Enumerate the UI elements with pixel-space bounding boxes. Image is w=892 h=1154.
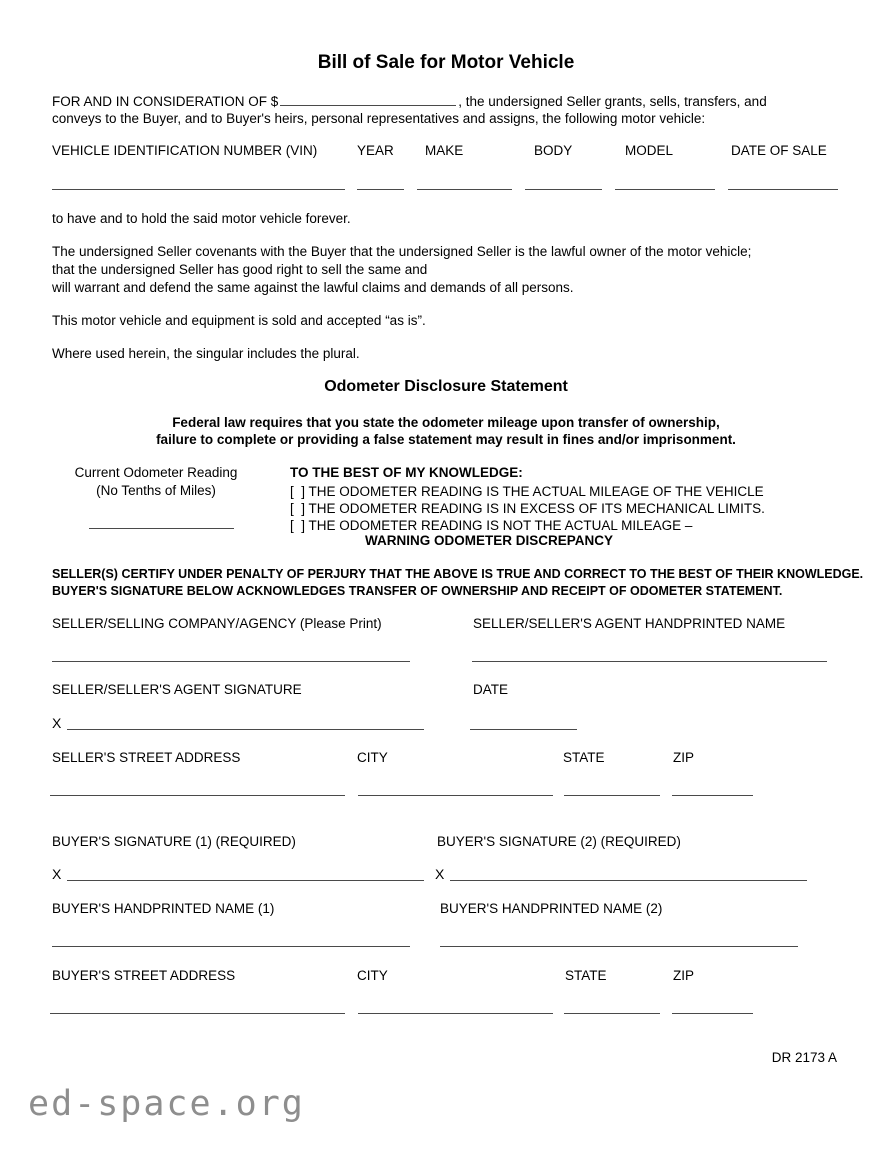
input-line-seller-date[interactable] [470, 729, 577, 730]
input-line-seller-street[interactable] [50, 795, 345, 796]
federal-law-line-1: Federal law requires that you state the odometer mileage upon transfer of ownership, [172, 415, 720, 430]
singular-plural-statement: Where used herein, the singular includes the plural. [52, 346, 360, 361]
field-label-seller-agent-handprinted-name: SELLER/SELLER'S AGENT HANDPRINTED NAME [473, 616, 786, 631]
odometer-reading-label-line-2: (No Tenths of Miles) [96, 483, 216, 498]
field-label-date-of-sale: DATE OF SALE [731, 143, 827, 158]
input-line-date-of-sale[interactable] [728, 189, 838, 190]
field-label-seller-zip: ZIP [673, 750, 695, 765]
input-line-body[interactable] [525, 189, 602, 190]
input-line-buyer-handprinted-name-1[interactable] [52, 946, 410, 947]
field-label-make: MAKE [425, 143, 464, 158]
field-label-buyer-signature-2: BUYER'S SIGNATURE (2) (REQUIRED) [437, 834, 681, 849]
input-line-buyer-street[interactable] [50, 1013, 345, 1014]
odometer-reading-label-line-1: Current Odometer Reading [74, 465, 238, 480]
input-line-seller-zip[interactable] [672, 795, 753, 796]
input-line-seller-state[interactable] [564, 795, 660, 796]
field-label-seller-date: DATE [473, 682, 509, 697]
odometer-option-1-label: THE ODOMETER READING IS THE ACTUAL MILEAGE OF THE VEHICLE [308, 484, 764, 499]
input-line-vin[interactable] [52, 189, 345, 190]
consideration-suffix: , the undersigned Seller grants, sells, transfers, and [458, 94, 767, 109]
input-line-buyer-signature-2[interactable] [450, 880, 807, 881]
form-number: DR 2173 A [771, 1050, 837, 1065]
field-label-model: MODEL [625, 143, 674, 158]
input-line-model[interactable] [615, 189, 715, 190]
field-label-seller-state: STATE [563, 750, 605, 765]
input-line-seller-signature[interactable] [67, 729, 424, 730]
buyer-signature-2-x-mark: X [435, 866, 445, 882]
input-line-buyer-zip[interactable] [672, 1013, 753, 1014]
as-is-statement: This motor vehicle and equipment is sold and accepted “as is”. [52, 313, 426, 328]
federal-law-line-2: failure to complete or providing a false statement may result in fines and/or imprisonment. [156, 432, 736, 447]
covenant-paragraph-line-1: The undersigned Seller covenants with the Buyer that the undersigned Seller is the lawful owner of the motor vehicle; [52, 244, 752, 259]
field-label-body: BODY [534, 143, 573, 158]
field-label-year: YEAR [357, 143, 394, 158]
odometer-discrepancy-warning: WARNING ODOMETER DISCREPANCY [365, 533, 614, 548]
field-label-buyer-street: BUYER'S STREET ADDRESS [52, 968, 236, 983]
consideration-line-1 [52, 92, 767, 111]
input-line-seller-city[interactable] [358, 795, 553, 796]
input-line-buyer-city[interactable] [358, 1013, 553, 1014]
field-label-buyer-state: STATE [565, 968, 607, 983]
field-label-seller-city: CITY [357, 750, 388, 765]
field-label-seller-signature: SELLER/SELLER'S AGENT SIGNATURE [52, 682, 302, 697]
odometer-option-2-label: THE ODOMETER READING IS IN EXCESS OF ITS MECHANICAL LIMITS. [308, 501, 765, 516]
knowledge-header: TO THE BEST OF MY KNOWLEDGE: [290, 465, 523, 480]
input-line-make[interactable] [417, 189, 512, 190]
checkbox-odometer-option-1[interactable]: [ ] [290, 484, 306, 499]
odometer-section-title: Odometer Disclosure Statement [324, 378, 568, 395]
consideration-line-2: conveys to the Buyer, and to Buyer's heirs, personal representatives and assigns, the following motor vehicle: [52, 111, 706, 126]
consideration-prefix: FOR AND IN CONSIDERATION OF $ [52, 94, 279, 109]
seller-signature-x-mark: X [52, 715, 62, 731]
covenant-hold-text: to have and to hold the said motor vehicle forever. [52, 211, 351, 226]
page-title: Bill of Sale for Motor Vehicle [317, 52, 575, 73]
covenant-paragraph-line-2: that the undersigned Seller has good right to sell the same and [52, 262, 428, 277]
input-line-buyer-handprinted-name-2[interactable] [440, 946, 798, 947]
site-watermark: ed-space.org [28, 1084, 305, 1124]
input-line-odometer-reading[interactable] [89, 528, 234, 529]
field-label-buyer-signature-1: BUYER'S SIGNATURE (1) (REQUIRED) [52, 834, 296, 849]
input-line-buyer-state[interactable] [564, 1013, 660, 1014]
field-label-seller-company: SELLER/SELLING COMPANY/AGENCY (Please Print) [52, 616, 382, 631]
input-line-seller-company[interactable] [52, 661, 410, 662]
checkbox-odometer-option-3[interactable]: [ ] [290, 518, 306, 533]
input-line-seller-agent-handprinted-name[interactable] [472, 661, 827, 662]
field-label-seller-street: SELLER'S STREET ADDRESS [52, 750, 241, 765]
certification-line-1: SELLER(S) CERTIFY UNDER PENALTY OF PERJURY THAT THE ABOVE IS TRUE AND CORRECT TO THE BEST OF THEIR KNOWLEDGE. [52, 567, 864, 581]
input-line-buyer-signature-1[interactable] [67, 880, 424, 881]
odometer-option-3-label: THE ODOMETER READING IS NOT THE ACTUAL MILEAGE – [308, 518, 693, 533]
certification-line-2: BUYER'S SIGNATURE BELOW ACKNOWLEDGES TRANSFER OF OWNERSHIP AND RECEIPT OF ODOMETER STATEMENT. [52, 584, 783, 598]
field-label-buyer-city: CITY [357, 968, 388, 983]
field-label-vin: VEHICLE IDENTIFICATION NUMBER (VIN) [52, 143, 318, 158]
checkbox-odometer-option-2[interactable]: [ ] [290, 501, 306, 516]
field-label-buyer-handprinted-name-2: BUYER'S HANDPRINTED NAME (2) [440, 901, 663, 916]
field-label-buyer-handprinted-name-1: BUYER'S HANDPRINTED NAME (1) [52, 901, 275, 916]
input-line-year[interactable] [357, 189, 404, 190]
consideration-amount-blank[interactable] [280, 92, 456, 106]
field-label-buyer-zip: ZIP [673, 968, 695, 983]
covenant-paragraph-line-3: will warrant and defend the same against the lawful claims and demands of all persons. [52, 280, 574, 295]
buyer-signature-1-x-mark: X [52, 866, 62, 882]
